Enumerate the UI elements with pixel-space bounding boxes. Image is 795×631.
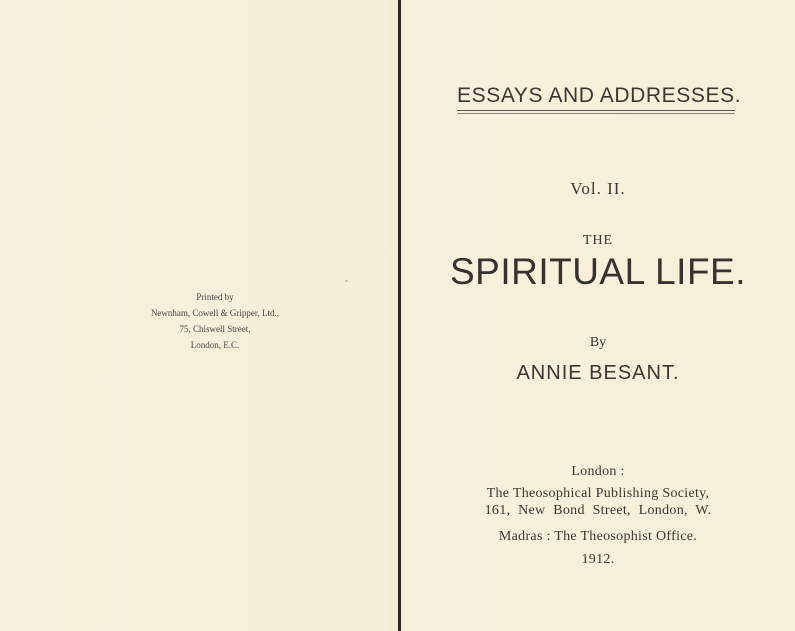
series-title: ESSAYS AND ADDRESSES. xyxy=(457,84,742,107)
author-name: ANNIE BESANT. xyxy=(516,362,680,384)
publisher-address: 161, New Bond Street, London, W. xyxy=(484,503,712,518)
volume-number: Vol. II. xyxy=(570,179,626,198)
imprint-line-3: 75, Chiswell Street, xyxy=(179,324,251,334)
publisher-city: London : xyxy=(571,464,625,479)
publication-year: 1912. xyxy=(581,552,615,567)
publisher-name: The Theosophical Publishing Society, xyxy=(486,486,710,501)
title-rule-top xyxy=(457,110,735,111)
title-rule-bottom xyxy=(457,113,735,114)
title-page xyxy=(401,0,795,631)
byline-label: By xyxy=(589,335,607,350)
imprint-line-2: Newnham, Cowell & Gripper, Ltd., xyxy=(150,308,280,318)
imprint-line-4: London, E.C. xyxy=(190,340,240,350)
printer-imprint xyxy=(100,289,330,353)
imprint-line-1: Printed by xyxy=(196,292,234,302)
paper-speck xyxy=(345,280,348,282)
publisher-madras: Madras : The Theosophist Office. xyxy=(498,529,698,544)
title-prefix: THE xyxy=(582,233,614,248)
book-title: SPIRITUAL LIFE. xyxy=(449,251,747,292)
